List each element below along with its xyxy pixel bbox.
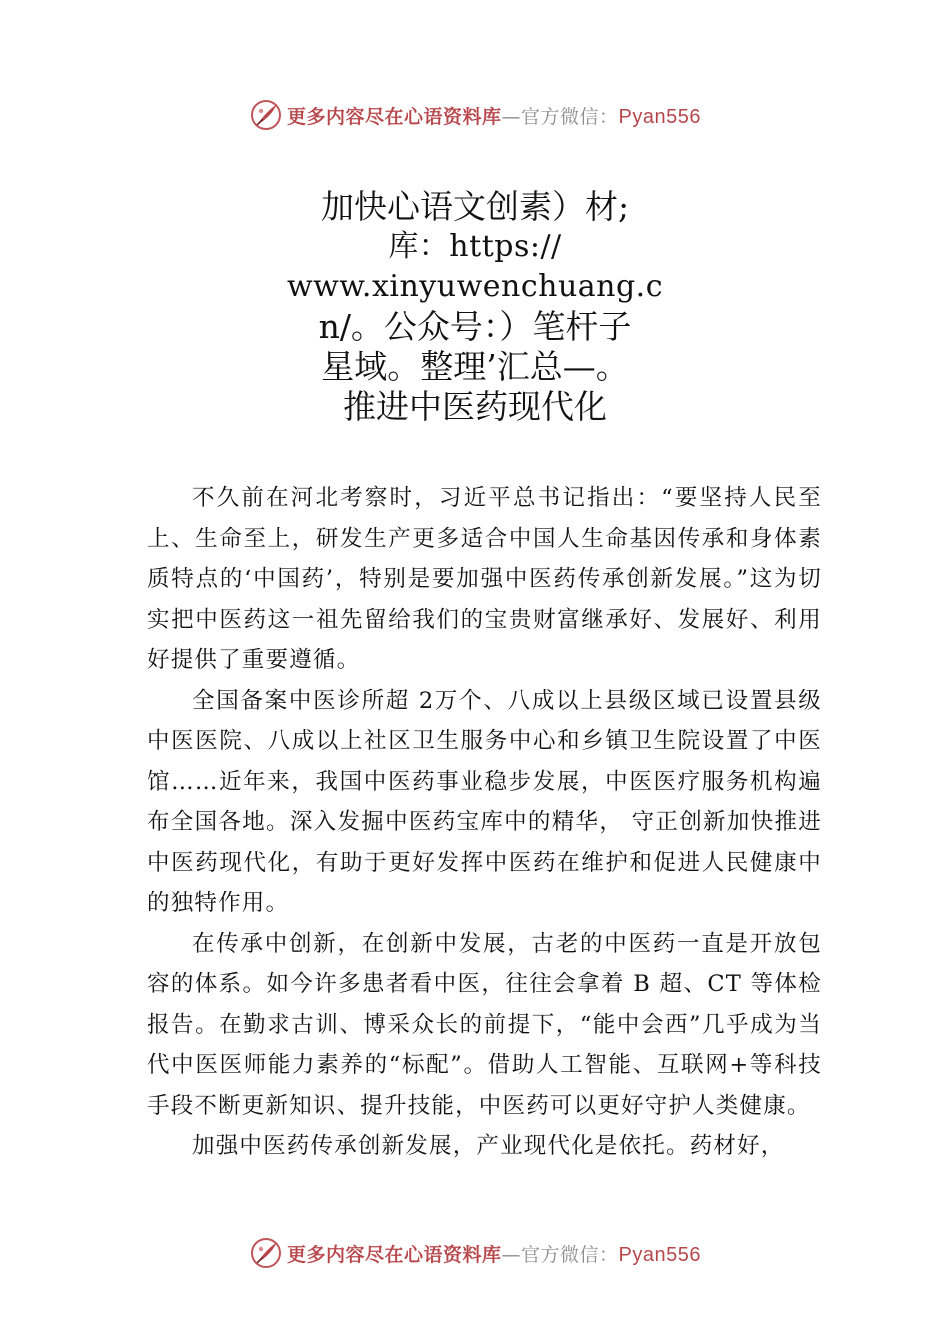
watermark-separator: — bbox=[501, 105, 522, 128]
title-line-1: 加快心语文创素）材; bbox=[320, 187, 630, 226]
watermark-text bbox=[287, 102, 701, 129]
watermark-wechat-id: Pyan556 bbox=[618, 105, 701, 128]
watermark-wechat-id: Pyan556 bbox=[618, 1243, 701, 1266]
header-watermark bbox=[0, 95, 950, 135]
feather-pen-logo-icon bbox=[249, 98, 283, 132]
paragraph-2: 全国备案中医诊所超 2万个、八成以上县级区域已设置县级中医医院、八成以上社区卫生服务中心和乡镇卫生院设置了中医馆……近年来，我国中医药事业稳步发展，中医医疗服务机构遍布全国各地。深入发掘中医药宝库中的精华， 守正创新加快推进中医药现代化，有助于更好发挥中医药在维护和促进人民健康中的独特作用。 bbox=[147, 687, 822, 916]
watermark-label: 官方微信： bbox=[521, 105, 619, 128]
watermark-label: 官方微信： bbox=[521, 1243, 619, 1266]
paragraph-4: 加强中医药传承创新发展，产业现代化是依托。药材好， bbox=[192, 1133, 785, 1159]
watermark-text bbox=[287, 1240, 701, 1267]
title-line-4: n/。公众号：）笔杆子 bbox=[318, 307, 632, 346]
title-line-5: 星域。整理’汇总—。 bbox=[321, 347, 629, 386]
footer-watermark bbox=[0, 1233, 950, 1273]
paragraph-3: 在传承中创新，在创新中发展，古老的中医药一直是开放包容的体系。如今许多患者看中医，往往会拿着 B 超、CT 等体检报告。在勤求古训、博采众长的前提下，“能中会西”几乎成为当代中医医师能力素养的“标配”。借助人工智能、互联网+等科技手段不断更新知识、提升技能，中医药可以更好守护人类健康。 bbox=[147, 930, 822, 1119]
document-title bbox=[250, 187, 700, 427]
watermark-separator: — bbox=[501, 1243, 522, 1266]
title-line-2: 库：https:// bbox=[388, 229, 562, 264]
feather-pen-logo-icon bbox=[249, 1236, 283, 1270]
title-line-6: 推进中医药现代化 bbox=[343, 387, 607, 426]
watermark-main-text: 更多内容尽在心语资料库 bbox=[287, 105, 502, 128]
watermark-main-text: 更多内容尽在心语资料库 bbox=[287, 1243, 502, 1266]
article-body bbox=[147, 478, 822, 1167]
paragraph-1: 不久前在河北考察时，习近平总书记指出：“要坚持人民至上、生命至上，研发生产更多适合中国人生命基因传承和身体素质特点的‘中国药’，特别是要加强中医药传承创新发展。”这为切实把中医药这一祖先留给我们的宝贵财富继承好、发展好、利用好提供了重要遵循。 bbox=[147, 485, 822, 673]
title-line-3: www.xinyuwenchuang.c bbox=[286, 269, 664, 304]
